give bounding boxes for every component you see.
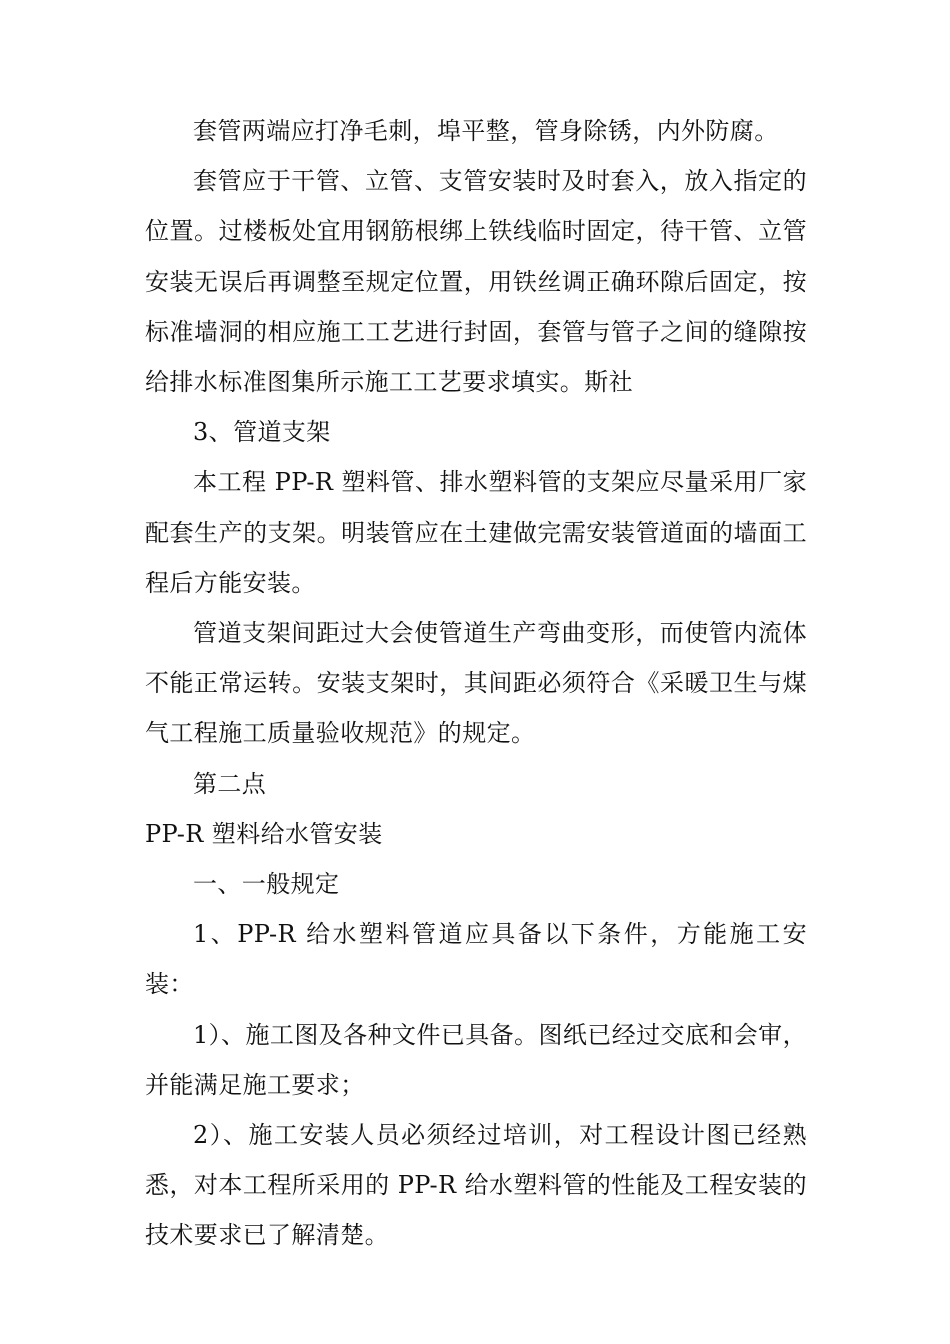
section-heading-pipe-support: 3、管道支架 — [193, 418, 331, 447]
section-heading-general-rules: 一、一般规定 — [193, 870, 340, 899]
paragraph-support-spacing: 管道支架间距过大会使管道生产弯曲变形，而使管内流体不能正常运转。安装支架时，其间距必须符合《采暖卫生与煤气工程施工质量验收规范》的规定。 — [145, 619, 807, 748]
paragraph-sleeve-installation: 套管应于干管、立管、支管安装时及时套入，放入指定的位置。过楼板处宜用钢筋根绑上铁线临时固定，待干管、立管安装无误后再调整至规定位置，用铁丝调正确环隙后固定，按标准墙洞的相应施工工艺进行封固，套管与管子之间的缝隙按给排水标准图集所示施工工艺要求填实。斯社 — [145, 167, 807, 397]
paragraph-condition-2: 2）、施工安装人员必须经过培训，对工程设计图已经熟悉，对本工程所采用的 PP-R 给水塑料管的性能及工程安装的技术要求已了解清楚。 — [145, 1121, 807, 1250]
paragraph-support-type: 本工程 PP-R 塑料管、排水塑料管的支架应尽量采用厂家配套生产的支架。明装管应在土建做完需安装管道面的墙面工程后方能安装。 — [145, 468, 807, 597]
paragraph-sleeve-deburr: 套管两端应打净毛刺，埠平整，管身除锈，内外防腐。 — [193, 117, 779, 145]
document-body — [145, 106, 807, 1261]
section-title-ppr-installation: PP-R 塑料给水管安装 — [145, 819, 383, 848]
section-heading-second-point: 第二点 — [193, 769, 267, 798]
paragraph-conditions: 1、PP-R 给水塑料管道应具备以下条件，方能施工安装： — [145, 920, 807, 999]
paragraph-condition-1: 1）、施工图及各种文件已具备。图纸已经过交底和会审，并能满足施工要求； — [145, 1020, 807, 1099]
